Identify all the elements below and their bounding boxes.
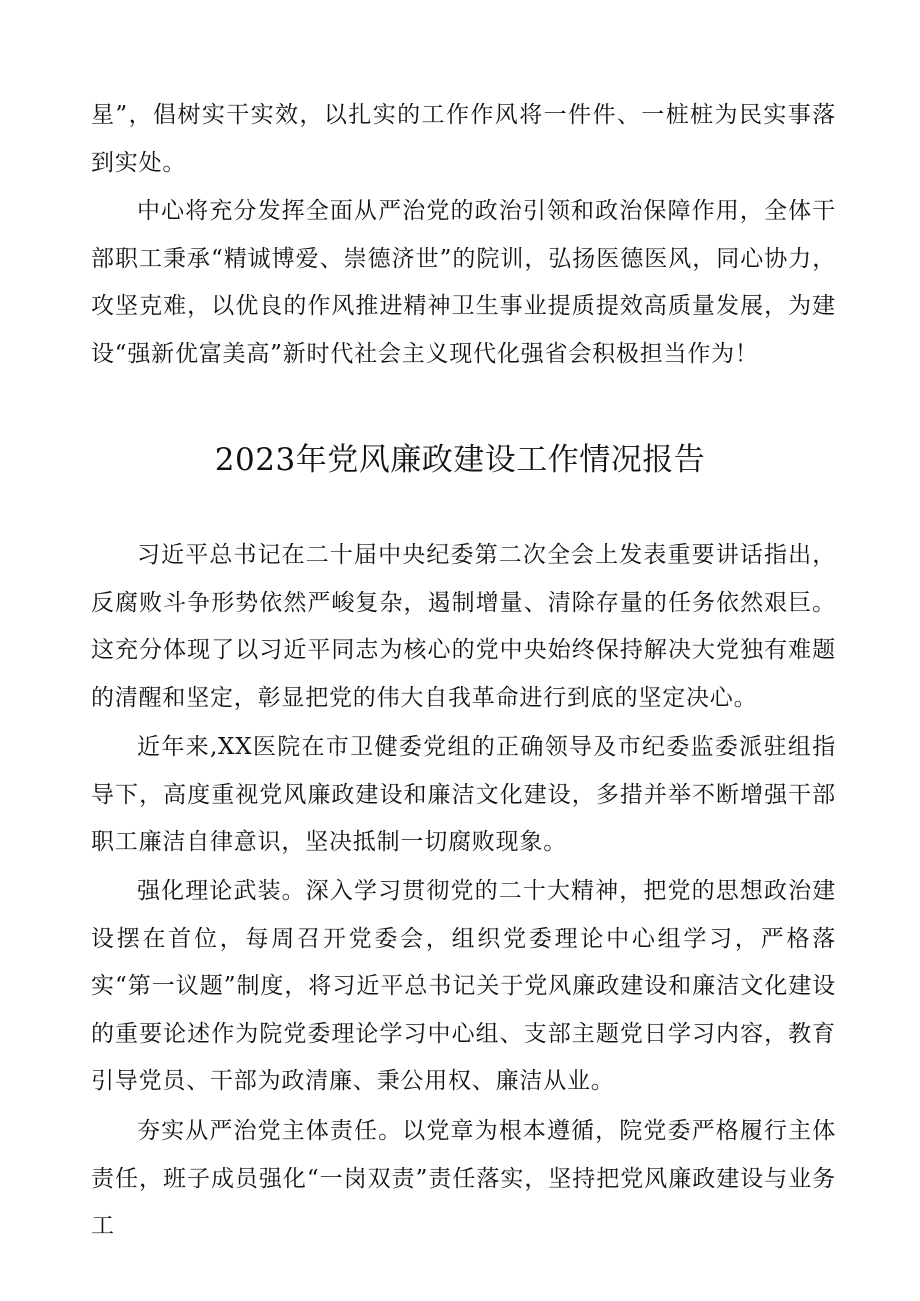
paragraph-intro: 习近平总书记在二十届中央纪委第二次全会上发表重要讲话指出，反腐败斗争形势依然严峻复杂，遏制增量、清除存量的任务依然艰巨。这充分体现了以习近平同志为核心的党中央始终保持解决大党独有难题的清醒和坚定，彰显把党的伟大自我革命进行到底的坚定决心。 [91,542,836,711]
paragraph-continued: 星”，倡树实干实效，以扎实的工作作风将一件件、一桩桩为民实事落到实处。 [91,102,836,176]
paragraph-center-commitment: 中心将充分发挥全面从严治党的政治引领和政治保障作用，全体干部职工秉承“精诚博爱、崇德济世”的院训，弘扬医德医风，同心协力，攻坚克难，以优良的作风推进精神卫生事业提质提效高质量发展，为建设“强新优富美高”新时代社会主义现代化强省会积极担当作为！ [91,198,836,367]
paragraph-theory-study: 强化理论武装。深入学习贯彻党的二十大精神，把党的思想政治建设摆在首位，每周召开党委会，组织党委理论中心组学习，严格落实“第一议题”制度，将习近平总书记关于党风廉政建设和廉洁文化建设的重要论述作为院党委理论学习中心组、支部主题党日学习内容，教育引导党员、干部为政清廉、秉公用权、廉洁从业。 [91,878,836,1094]
paragraph-responsibility: 夯实从严治党主体责任。以党章为根本遵循，院党委严格履行主体责任，班子成员强化“一岗双责”责任落实，坚持把党风廉政建设与业务工 [91,1118,836,1239]
paragraph-hospital-overview: 近年来,XX医院在市卫健委党组的正确领导及市纪委监委派驻组指导下，高度重视党风廉政建设和廉洁文化建设，多措并举不断增强干部职工廉洁自律意识，坚决抵制一切腐败现象。 [91,734,836,855]
report-title: 2023年党风廉政建设工作情况报告 [214,442,706,478]
